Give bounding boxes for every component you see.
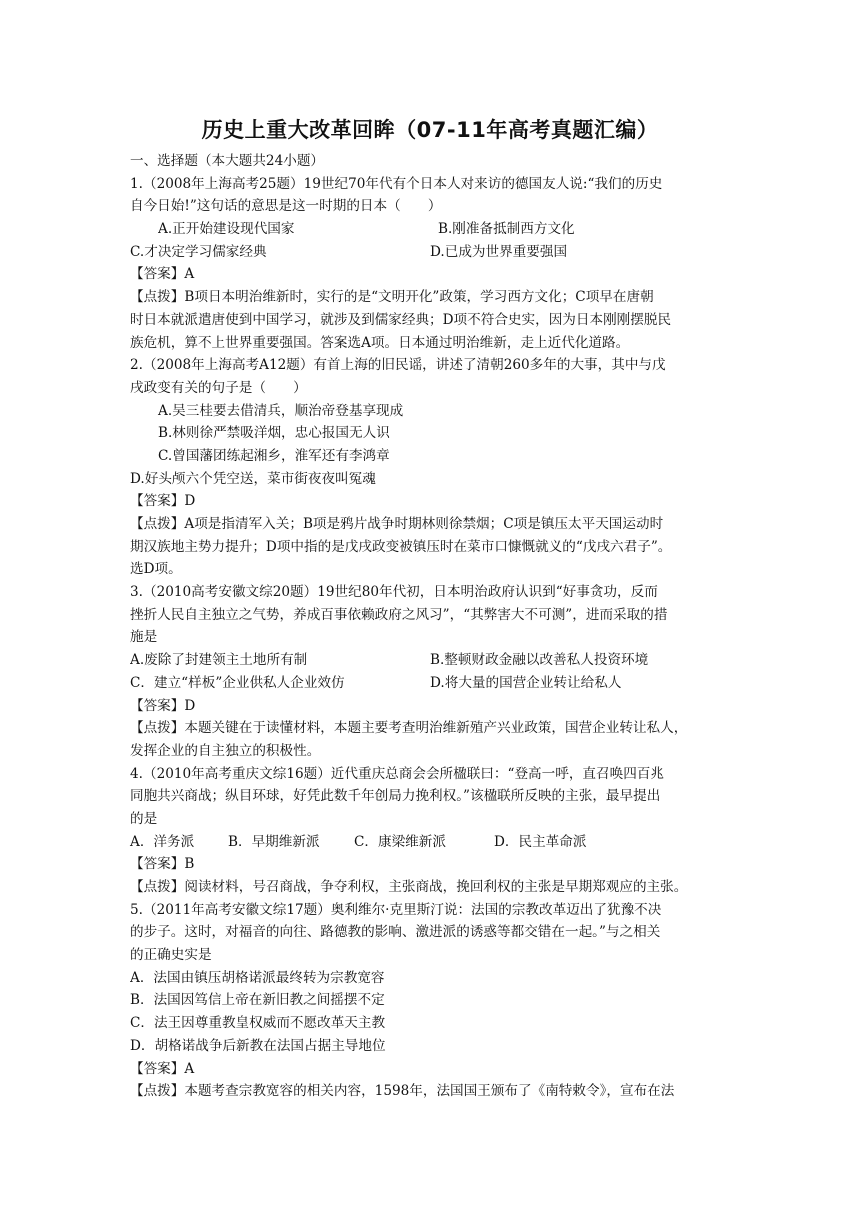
section-heading: 一、选择题（本大题共24小题） [130, 153, 325, 169]
q4-stem-line-3: 的是 [130, 810, 158, 827]
q2-stem-line-1: 2.（2008年上海高考A12题）有首上海的旧民谣，讲述了清朝260多年的大事，其中与戊 [130, 357, 666, 374]
q1-options-ab [130, 218, 736, 241]
q3-option-d: D.将大量的国营企业转让给私人 [430, 674, 622, 691]
q2-option-b: B.林则徐严禁吸洋烟，忠心报国无人识 [158, 425, 390, 442]
q2-stem-line-2: 戌政变有关的句子是（ ） [130, 379, 307, 396]
q1-option-a: A.正开始建设现代国家 [158, 221, 295, 238]
q1-option-b: B.刚准备抵制西方文化 [438, 221, 575, 238]
q2-analysis-line-1: 【点拨】A项是指清军入关；B项是鸦片战争时期林则徐禁烟；C项是镇压太平天国运动时 [130, 516, 664, 532]
q4-option-d: D．民主革命派 [494, 833, 587, 850]
q5-option-d: D．胡格诺战争后新教在法国占据主导地位 [130, 1037, 386, 1054]
q2-option-c: C.曾国藩团练起湘乡，淮军还有李鸿章 [158, 447, 390, 464]
q3-stem-line-3: 施是 [130, 629, 158, 646]
q3-analysis-line-2: 发挥企业的自主独立的积极性。 [130, 742, 321, 759]
document-title: 历史上重大改革回眸（07-11年高考真题汇编） [201, 118, 659, 142]
q1-answer: 【答案】A [130, 266, 195, 283]
q4-answer: 【答案】B [130, 856, 195, 873]
q3-option-c: C．建立“样板”企业供私人企业效仿 [130, 674, 345, 691]
q3-options-ab [130, 649, 736, 672]
q1-options-cd [130, 241, 736, 264]
q5-option-b: B．法国因笃信上帝在新旧教之间摇摆不定 [130, 992, 385, 1009]
q2-analysis-line-3: 选D项。 [130, 561, 182, 578]
q1-stem-line-1: 1.（2008年上海高考25题）19世纪70年代有个日本人对来访的德国友人说:“我们的历史 [130, 175, 663, 192]
q5-stem-line-1: 5.（2011年高考安徽文综17题）奥利维尔·克里斯汀说：法国的宗教改革迈出了犹豫不决 [130, 901, 662, 918]
q1-analysis-line-3: 族危机，算不上世界重要强国。答案选A项。日本通过明治维新，走上近代化道路。 [130, 334, 630, 351]
q5-answer: 【答案】A [130, 1060, 195, 1077]
q2-option-d: D.好头颅六个凭空送，菜市街夜夜叫冤魂 [130, 470, 376, 487]
q5-analysis-line-1: 【点拨】本题考查宗教宽容的相关内容，1598年，法国国王颁布了《南特敕令》，宣布在法 [130, 1083, 675, 1100]
q4-option-b: B．早期维新派 [228, 833, 320, 850]
q5-option-c: C．法王因尊重教皇权威而不愿改革天主教 [130, 1015, 386, 1032]
q3-analysis-line-1: 【点拨】本题关键在于读懂材料，本题主要考查明治维新殖产兴业政策，国营企业转让私人， [130, 720, 688, 737]
q1-analysis-line-2: 时日本就派遣唐使到中国学习，就涉及到儒家经典；D项不符合史实，因为日本刚刚摆脱民 [130, 311, 672, 328]
q1-option-c: C.才决定学习儒家经典 [130, 243, 267, 260]
document-body [130, 150, 736, 1103]
q5-option-a: A．法国由镇压胡格诺派最终转为宗教宽容 [130, 969, 385, 986]
q4-option-a: A．洋务派 [130, 833, 195, 850]
q4-option-c: C．康梁维新派 [354, 833, 446, 850]
q3-option-b: B.整顿财政金融以改善私人投资环境 [430, 652, 649, 669]
q2-analysis-line-2: 期汉族地主势力提升；D项中指的是戊戌政变被镇压时在菜市口慷慨就义的“戊戌六君子”。 [130, 538, 672, 555]
q3-options-cd [130, 672, 736, 695]
q1-stem-line-2: 自今日始!”这句话的意思是这一时期的日本（ ） [130, 198, 442, 215]
q4-stem-line-2: 同胞共兴商战；纵目环球，好凭此数千年创局力挽利权。”该楹联所反映的主张，最早提出 [130, 788, 661, 805]
q3-option-a: A.废除了封建领主土地所有制 [130, 652, 308, 669]
q2-option-a: A.吴三桂要去借清兵，顺治帝登基享现成 [158, 402, 404, 419]
q3-answer: 【答案】D [130, 697, 196, 714]
q4-analysis-line-1: 【点拨】阅读材料，号召商战，争夺利权，主张商战，挽回利权的主张是早期郑观应的主张。 [130, 879, 688, 895]
q1-option-d: D.已成为世界重要强国 [430, 243, 568, 260]
q1-analysis-line-1: 【点拨】B项日本明治维新时，实行的是“文明开化”政策，学习西方文化；C项早在唐朝 [130, 289, 654, 306]
q3-stem-line-2: 挫折人民自主独立之气势，养成百事依赖政府之风习”，“其弊害大不可测”，进而采取的措 [130, 606, 668, 623]
q4-options [130, 831, 736, 854]
q5-stem-line-2: 的步子。这时，对福音的向往、路德教的影响、激进派的诱惑等都交错在一起。”与之相关 [130, 924, 661, 941]
q3-stem-line-1: 3.（2010高考安徽文综20题）19世纪80年代初，日本明治政府认识到“好事贪功，反而 [130, 584, 658, 601]
q5-stem-line-3: 的正确史实是 [130, 947, 212, 964]
q2-answer: 【答案】D [130, 493, 196, 510]
q4-stem-line-1: 4.（2010年高考重庆文综16题）近代重庆总商会会所楹联曰：“登高一呼，直召唤四百兆 [130, 765, 664, 782]
